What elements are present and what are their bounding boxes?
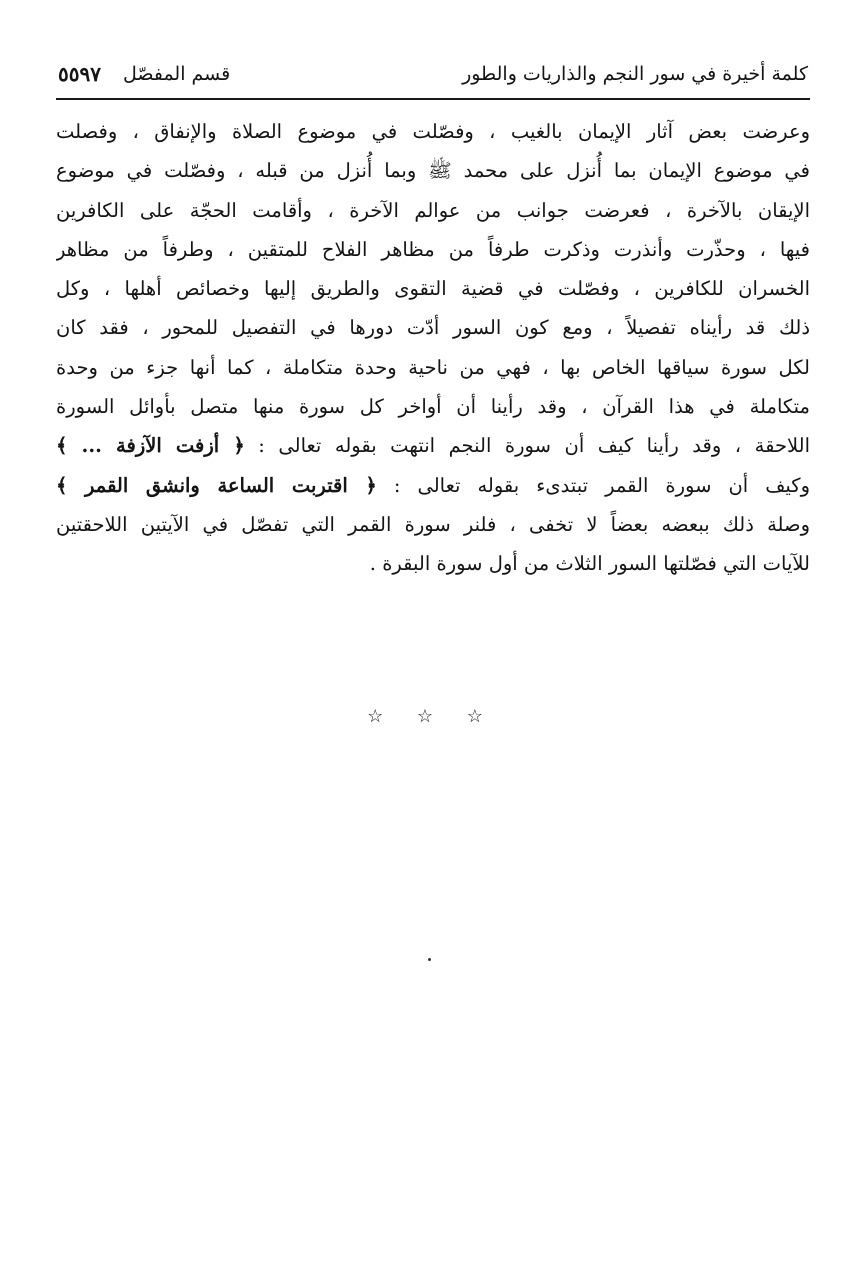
text-line-with-quote [56,426,810,465]
text-line: فيها ، وحذّرت وأنذرت وذكرت طرفاً من مظاهر الفلاح للمتقين ، وطرفاً من مظاهر [56,237,810,261]
text-line: متكاملة في هذا القرآن ، وقد رأينا أن أواخر كل سورة منها متصل بأوائل السورة [56,395,810,419]
header-rule [56,98,810,100]
text-line-with-quote [56,466,810,505]
page-number: ٥٥٩٧ [58,62,101,86]
text-line: الخسران للكافرين ، وفصّلت في قضية التقوى والطريق إليها وخصائص أهلها ، وكل [56,277,810,301]
header-left-group [58,62,230,86]
text-line: الإيقان بالآخرة ، فعرضت جوانب من عوالم الآخرة ، وأقامت الحجّة على الكافرين [56,198,810,222]
text-line: في موضوع الإيمان بما أُنزل على محمد ﷺ وبما أُنزل من قبله ، وفصّلت في موضوع [56,159,810,183]
line-prefix: وكيف أن سورة القمر تبتدىء بقوله تعالى : [376,473,810,497]
print-speck [428,958,431,961]
quran-quote: ﴿ اقتربت الساعة وانشق القمر ﴾ [56,473,377,497]
quran-quote: ﴿ أزفت الآزفة ... ﴾ [56,434,245,458]
header-title: كلمة أخيرة في سور النجم والذاريات والطور [462,63,808,85]
text-line: لكل سورة سياقها الخاص بها ، فهي من ناحية وحدة متكاملة ، كما أنها جزء من وحدة [56,355,810,379]
text-line: وصلة ذلك ببعضه بعضاً لا تخفى ، فلنر سورة القمر التي تفصّل في الآيتين اللاحقتين [56,512,810,536]
section-separator-stars: ☆ ☆ ☆ [367,706,497,727]
line-prefix: اللاحقة ، وقد رأينا كيف أن سورة النجم انتهت بقوله تعالى : [244,434,810,458]
body-text [56,112,810,584]
running-header [58,52,808,96]
text-line: للآيات التي فصّلتها السور الثلاث من أول سورة البقرة . [369,552,810,576]
header-section: قسم المفصّل [122,63,231,85]
text-line: وعرضت بعض آثار الإيمان بالغيب ، وفصّلت في موضوع الصلاة والإنفاق ، وفصلت [56,120,810,143]
text-line: ذلك قد رأيناه تفصيلاً ، ومع كون السور أدّت دورها في التفصيل للمحور ، فقد كان [56,316,810,340]
